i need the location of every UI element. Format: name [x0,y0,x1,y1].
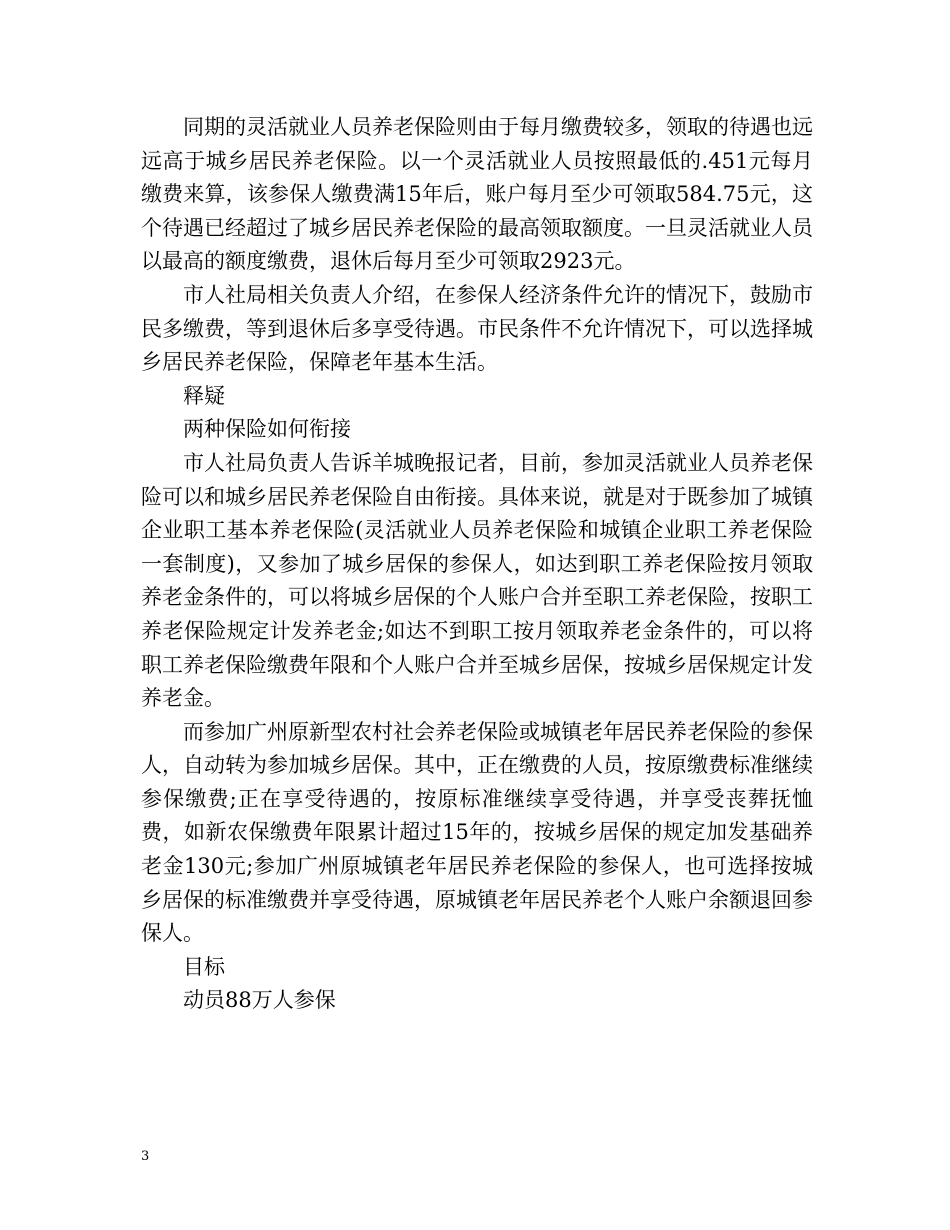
paragraph-official-advice: 市人社局相关负责人介绍，在参保人经济条件允许的情况下，鼓励市民多缴费，等到退休后多享受待遇。市民条件不允许情况下，可以选择城乡居民养老保险，保障老年基本生活。 [141,282,813,375]
section-heading-goal: 目标 [183,954,225,979]
paragraph-benefits-comparison: 同期的灵活就业人员养老保险则由于每月缴费较多，领取的待遇也远远高于城乡居民养老保险。以一个灵活就业人员按照最低的.451元每月缴费来算，该参保人缴费满15年后，账户每月至少可领取584.75元，这个待遇已经超过了城乡居民养老保险的最高领取额度。一旦灵活就业人员以最高的额度缴费，退休后每月至少可领取2923元。 [141,115,813,274]
subheading-insurance-connection: 两种保险如何衔接 [183,417,351,442]
page-number: 3 [141,1149,150,1164]
paragraph-connection-details: 市人社局负责人告诉羊城晚报记者，目前，参加灵活就业人员养老保险可以和城乡居民养老保险自由衔接。具体来说，就是对于既参加了城镇企业职工基本养老保险(灵活就业人员养老保险和城镇企业职工养老保险一套制度)，又参加了城乡居保的参保人，如达到职工养老保险按月领取养老金条件的，可以将城乡居保的个人账户合并至职工养老保险，按职工养老保险规定计发养老金;如达不到职工按月领取养老金条件的，可以将职工养老保险缴费年限和个人账户合并至城乡居保，按城乡居保规定计发养老金。 [141,450,813,711]
subheading-mobilize-enrollment: 动员88万人参保 [183,988,336,1013]
section-heading-clarification: 释疑 [183,383,225,408]
paragraph-transfer-rules: 而参加广州原新型农村社会养老保险或城镇老年居民养老保险的参保人，自动转为参加城乡居保。其中，正在缴费的人员，按原缴费标准继续参保缴费;正在享受待遇的，按原标准继续享受待遇，并享受丧葬抚恤费，如新农保缴费年限累计超过15年的，按城乡居保的规定加发基础养老金130元;参加广州原城镇老年居民养老保险的参保人，也可选择按城乡居保的标准缴费并享受待遇，原城镇老年居民养老个人账户余额退回参保人。 [141,719,813,946]
document-body [141,111,813,1018]
